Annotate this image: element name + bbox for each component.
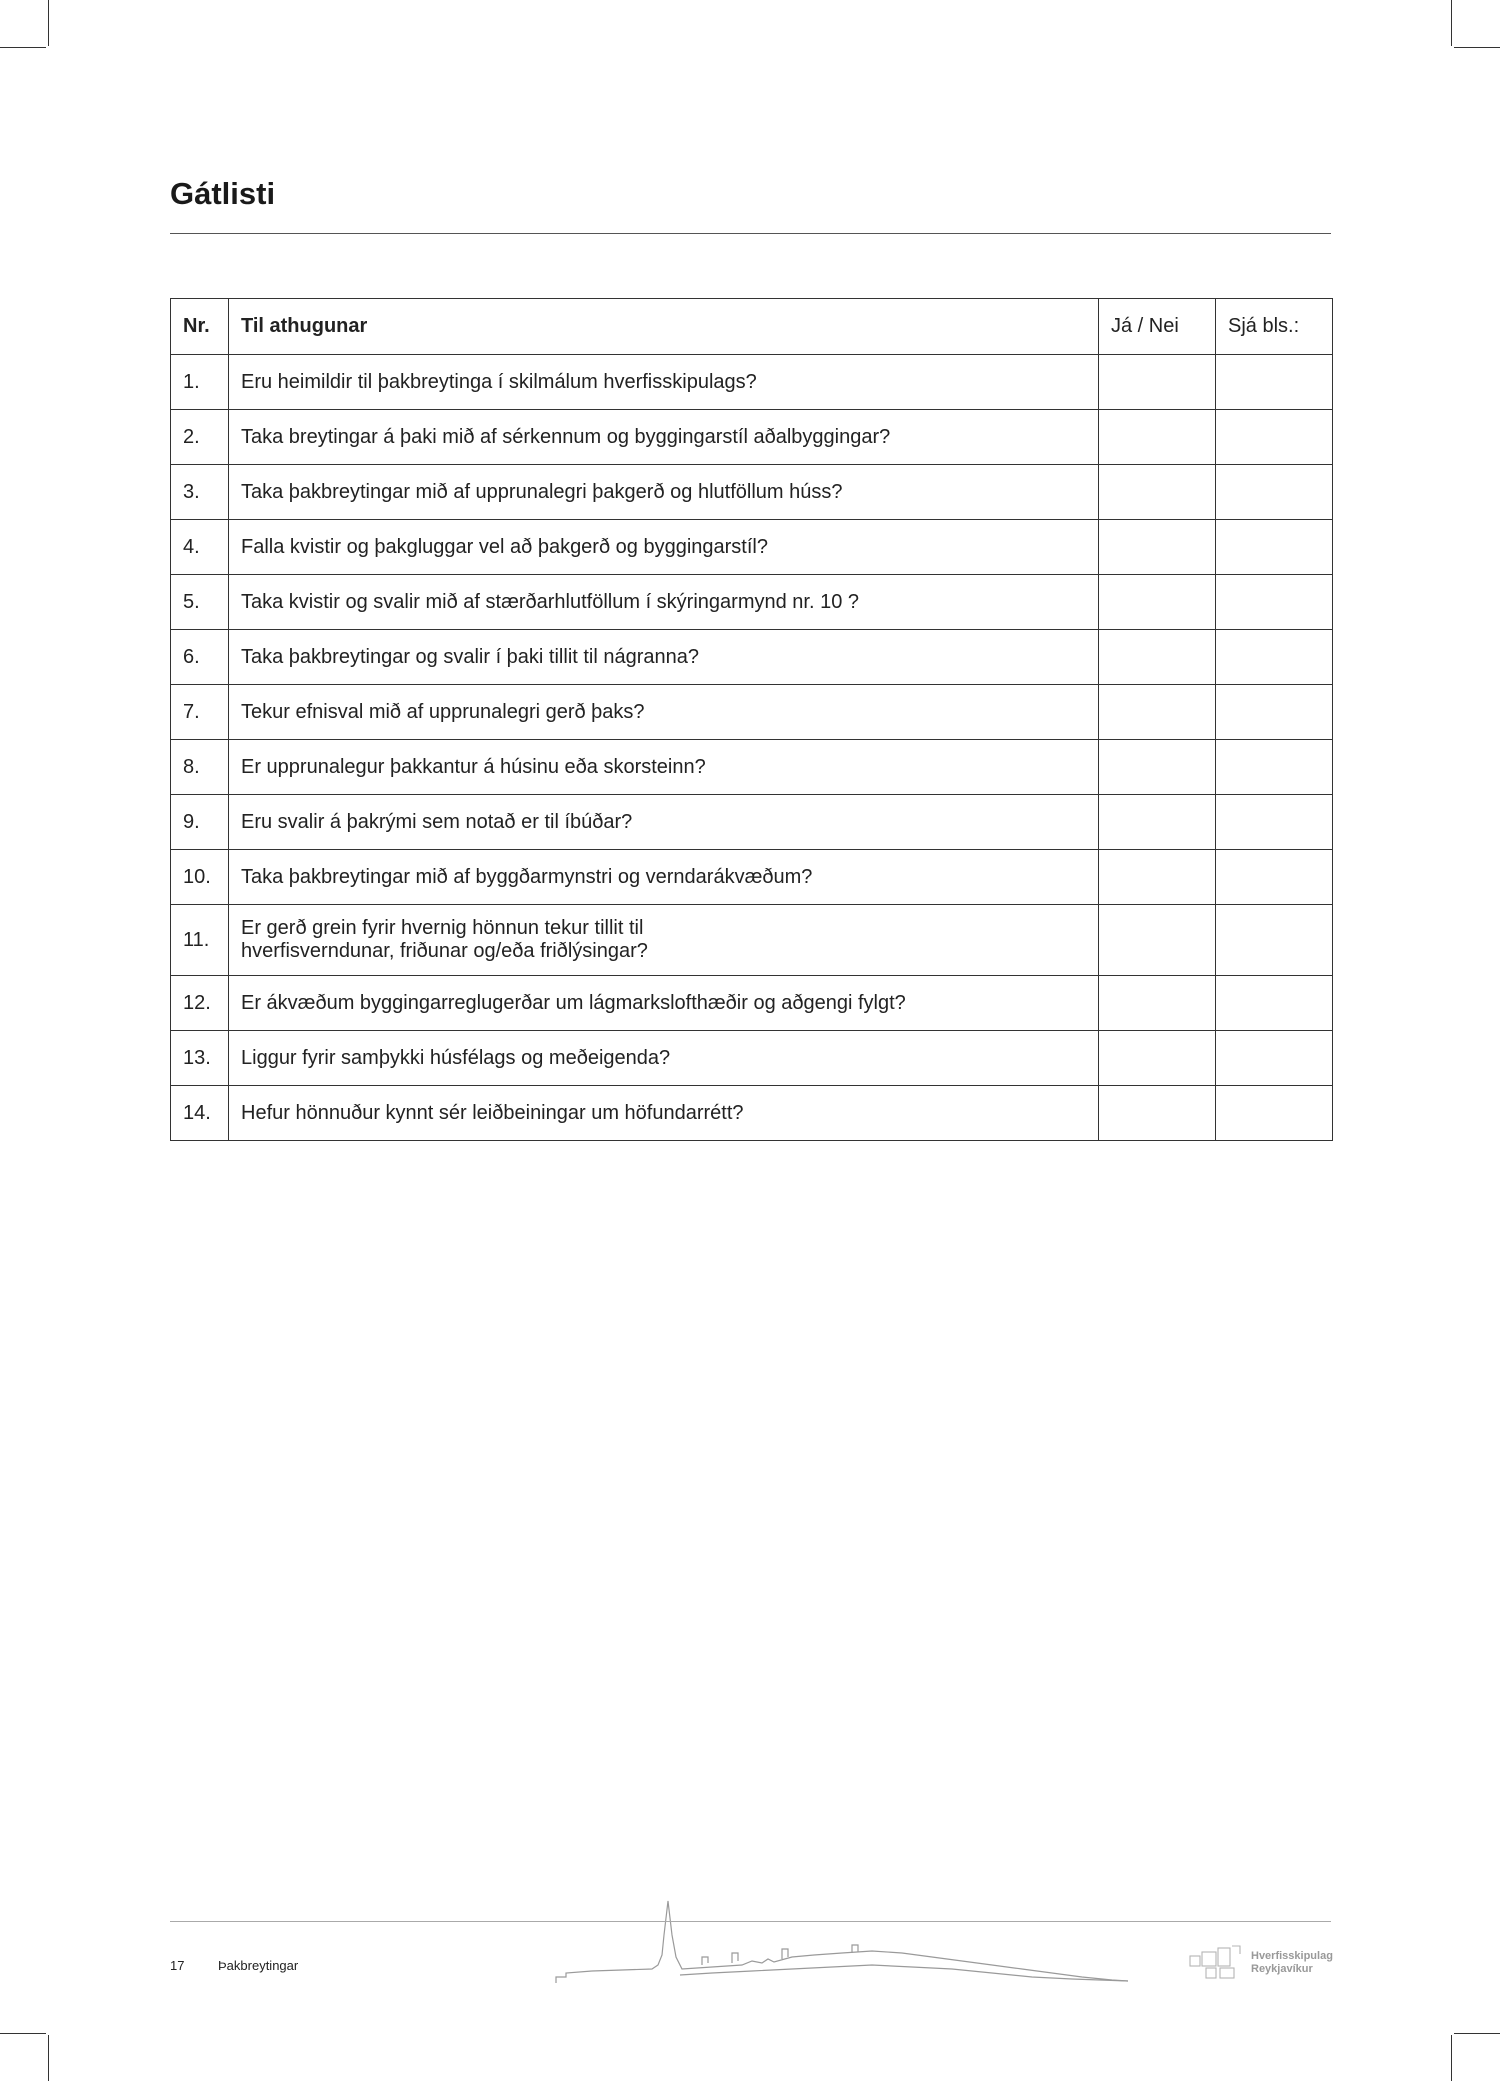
row-text: Liggur fyrir samþykki húsfélags og meðeigenda? <box>229 1031 1099 1086</box>
see-page-cell[interactable] <box>1216 630 1333 685</box>
yes-no-cell[interactable] <box>1099 685 1216 740</box>
table-row <box>171 740 1333 795</box>
crop-mark <box>0 47 46 48</box>
row-text: Eru svalir á þakrými sem notað er til íbúðar? <box>229 795 1099 850</box>
row-text: Eru heimildir til þakbreytinga í skilmálum hverfisskipulags? <box>229 355 1099 410</box>
table-row <box>171 850 1333 905</box>
table-row <box>171 976 1333 1031</box>
row-text: Falla kvistir og þakgluggar vel að þakgerð og byggingarstíl? <box>229 520 1099 575</box>
crop-mark <box>1454 47 1500 48</box>
row-text: Taka þakbreytingar mið af upprunalegri þakgerð og hlutföllum húss? <box>229 465 1099 520</box>
yes-no-cell[interactable] <box>1099 410 1216 465</box>
see-page-cell[interactable] <box>1216 905 1333 976</box>
see-page-cell[interactable] <box>1216 410 1333 465</box>
yes-no-cell[interactable] <box>1099 976 1216 1031</box>
table-row <box>171 685 1333 740</box>
table-row <box>171 795 1333 850</box>
row-number: 4. <box>171 520 229 575</box>
see-page-cell[interactable] <box>1216 575 1333 630</box>
crop-mark <box>0 2033 46 2034</box>
row-text: Taka þakbreytingar og svalir í þaki tillit til nágranna? <box>229 630 1099 685</box>
see-page-cell[interactable] <box>1216 465 1333 520</box>
yes-no-cell[interactable] <box>1099 850 1216 905</box>
row-number: 13. <box>171 1031 229 1086</box>
row-text: Taka kvistir og svalir mið af stærðarhlutföllum í skýringarmynd nr. 10 ? <box>229 575 1099 630</box>
see-page-cell[interactable] <box>1216 740 1333 795</box>
table-header-row <box>171 299 1333 355</box>
header-see-page: Sjá bls.: <box>1216 299 1333 355</box>
page-number: 17 <box>170 1958 185 1973</box>
row-number: 6. <box>171 630 229 685</box>
yes-no-cell[interactable] <box>1099 795 1216 850</box>
see-page-cell[interactable] <box>1216 1031 1333 1086</box>
row-number: 2. <box>171 410 229 465</box>
table-row <box>171 1031 1333 1086</box>
row-number: 7. <box>171 685 229 740</box>
table-row <box>171 465 1333 520</box>
row-text: Er upprunalegur þakkantur á húsinu eða skorsteinn? <box>229 740 1099 795</box>
table-row <box>171 630 1333 685</box>
row-text <box>229 905 1099 976</box>
logo-line2: Reykjavíkur <box>1251 1963 1313 1975</box>
header-nr: Nr. <box>171 299 229 355</box>
table-row <box>171 575 1333 630</box>
header-item: Til athugunar <box>229 299 1099 355</box>
yes-no-cell[interactable] <box>1099 465 1216 520</box>
see-page-cell[interactable] <box>1216 355 1333 410</box>
see-page-cell[interactable] <box>1216 1086 1333 1141</box>
footer-divider <box>170 1921 1331 1922</box>
page-title: Gátlisti <box>170 176 276 211</box>
crop-mark <box>1451 0 1452 46</box>
title-divider <box>170 233 1331 234</box>
table-row <box>171 1086 1333 1141</box>
logo-line1: Hverfisskipulag <box>1251 1950 1333 1962</box>
row-number: 3. <box>171 465 229 520</box>
table-row <box>171 905 1333 976</box>
footer-logo-text <box>1251 1950 1333 1976</box>
row-number: 14. <box>171 1086 229 1141</box>
table-row <box>171 410 1333 465</box>
section-name: Þakbreytingar <box>218 1958 299 1973</box>
row-text: Er ákvæðum byggingarreglugerðar um lágmarkslofthæðir og aðgengi fylgt? <box>229 976 1099 1031</box>
row-number: 1. <box>171 355 229 410</box>
row-text: Hefur hönnuður kynnt sér leiðbeiningar um höfundarrétt? <box>229 1086 1099 1141</box>
crop-mark <box>48 2035 49 2081</box>
row-number: 8. <box>171 740 229 795</box>
see-page-cell[interactable] <box>1216 850 1333 905</box>
crop-mark <box>48 0 49 46</box>
row-text-line: hverfisverndunar, friðunar og/eða friðlýsingar? <box>241 940 648 962</box>
checklist-table <box>170 298 1333 1141</box>
yes-no-cell[interactable] <box>1099 905 1216 976</box>
row-text: Taka þakbreytingar mið af byggðarmynstri og verndarákvæðum? <box>229 850 1099 905</box>
see-page-cell[interactable] <box>1216 976 1333 1031</box>
header-yes-no: Já / Nei <box>1099 299 1216 355</box>
see-page-cell[interactable] <box>1216 520 1333 575</box>
table-row <box>171 520 1333 575</box>
yes-no-cell[interactable] <box>1099 740 1216 795</box>
row-text: Taka breytingar á þaki mið af sérkennum og byggingarstíl aðalbyggingar? <box>229 410 1099 465</box>
yes-no-cell[interactable] <box>1099 1031 1216 1086</box>
row-text: Tekur efnisval mið af upprunalegri gerð þaks? <box>229 685 1099 740</box>
yes-no-cell[interactable] <box>1099 630 1216 685</box>
city-skyline-icon <box>552 1895 1130 1985</box>
row-number: 5. <box>171 575 229 630</box>
yes-no-cell[interactable] <box>1099 355 1216 410</box>
row-number: 12. <box>171 976 229 1031</box>
crop-mark <box>1454 2033 1500 2034</box>
row-number: 11. <box>171 905 229 976</box>
see-page-cell[interactable] <box>1216 685 1333 740</box>
crop-mark <box>1451 2035 1452 2081</box>
table-row <box>171 355 1333 410</box>
yes-no-cell[interactable] <box>1099 575 1216 630</box>
yes-no-cell[interactable] <box>1099 1086 1216 1141</box>
see-page-cell[interactable] <box>1216 795 1333 850</box>
row-number: 10. <box>171 850 229 905</box>
row-text-line: Er gerð grein fyrir hvernig hönnun tekur tillit til <box>241 917 644 939</box>
yes-no-cell[interactable] <box>1099 520 1216 575</box>
row-number: 9. <box>171 795 229 850</box>
